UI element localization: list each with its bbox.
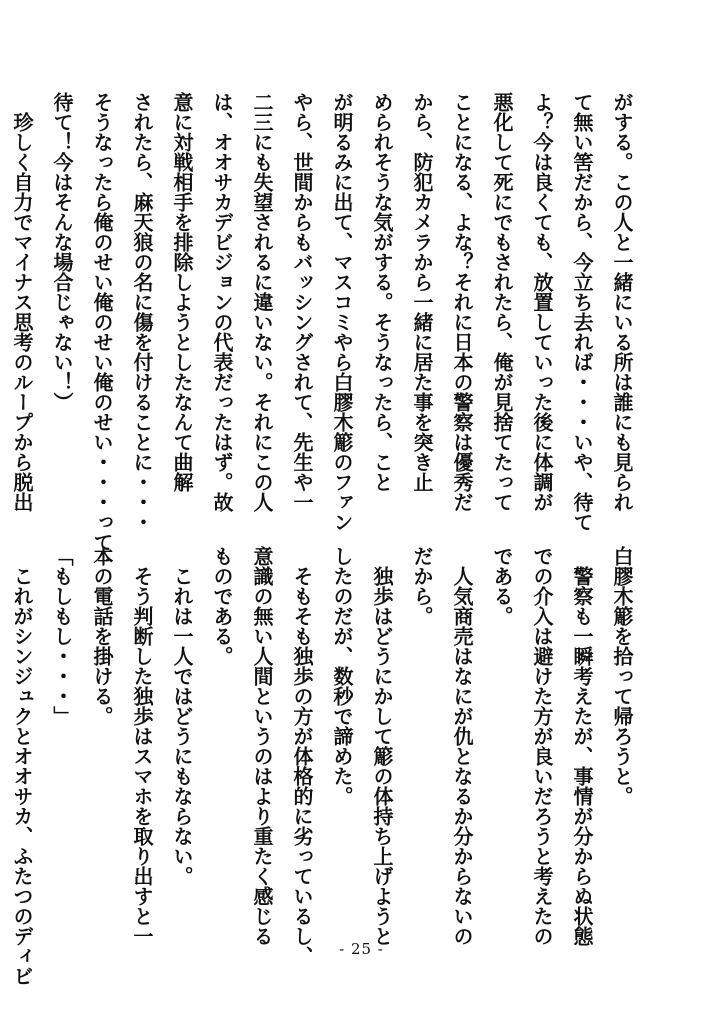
text-line: したのだが、数秒で諦めた。 [330, 546, 354, 806]
text-line: 待て！今はそんな場合じゃない！） [50, 92, 74, 412]
text-line: これは一人ではどうにもならない。 [170, 546, 194, 886]
text-line: されたら、麻天狼の名に傷を付けることに・・・ [130, 92, 154, 532]
text-line: ことになる、よな？それに日本の警察は優秀だ [450, 92, 474, 512]
text-line: 珍しく自力でマイナス思考のループから脱出 [10, 92, 34, 512]
text-line: は、オオサカデビジョンの代表だったはず。故 [210, 92, 234, 512]
text-line: での介入は避けた方が良いだろうと考えたの [530, 546, 554, 946]
text-line: から、防犯カメラから一緒に居た事を突き止 [410, 92, 434, 492]
text-line: これがシンジュクとオオサカ、ふたつのディビ [10, 546, 34, 986]
text-line: そう判断した独歩はスマホを取り出すと一 [130, 546, 154, 946]
text-line: やら、世間からもバッシングされて、先生や一 [290, 92, 314, 512]
text-line: 意に対戦相手を排除しようとしたなんて曲解 [170, 92, 194, 492]
text-line: ものである。 [210, 546, 234, 666]
text-line: て無い筈だから、今立ち去れば・・・いや、待て [570, 92, 594, 532]
text-line [0, 546, 2, 946]
text-line [0, 92, 2, 524]
text-line: そうなったら俺のせい俺のせい俺のせい・・・って [90, 92, 114, 552]
text-line: 人気商売はなにが仇となるか分からないの [450, 546, 474, 946]
text-block-upper [10, 92, 642, 552]
text-line: 本の電話を掛ける。 [90, 546, 114, 726]
page-number: - 25 - [339, 940, 384, 958]
text-line: である。 [490, 546, 514, 626]
text-line: められそうな気がする。そうなったら、こと [370, 92, 394, 492]
text-line: そもそも独歩の方が体格的に劣っているし、 [290, 546, 314, 966]
text-line: 警察も一瞬考えたが、事情が分からぬ状態 [570, 546, 594, 946]
text-line: 「もしもし・・・」 [50, 546, 74, 726]
text-line: 白膠木簓を拾って帰ろうと。 [610, 546, 634, 806]
text-line: が明るみに出て、マスコミやら白膠木簓のファン [330, 92, 354, 532]
text-line: 二三にも失望されるに違いない。それにこの人 [250, 92, 274, 512]
text-line: よ？今は良くても、放置していった後に体調が [530, 92, 554, 512]
text-line: だから。 [410, 546, 434, 626]
text-line: がする。この人と一緒にいる所は誰にも見られ [610, 92, 634, 512]
text-line: 独歩はどうにかして簓の体持ち上げようと [370, 546, 394, 946]
text-line: 意識の無い人間というのはより重たく感じる [250, 546, 274, 946]
text-line: 悪化して死にでもされたら、俺が見捨てたって [490, 92, 514, 512]
